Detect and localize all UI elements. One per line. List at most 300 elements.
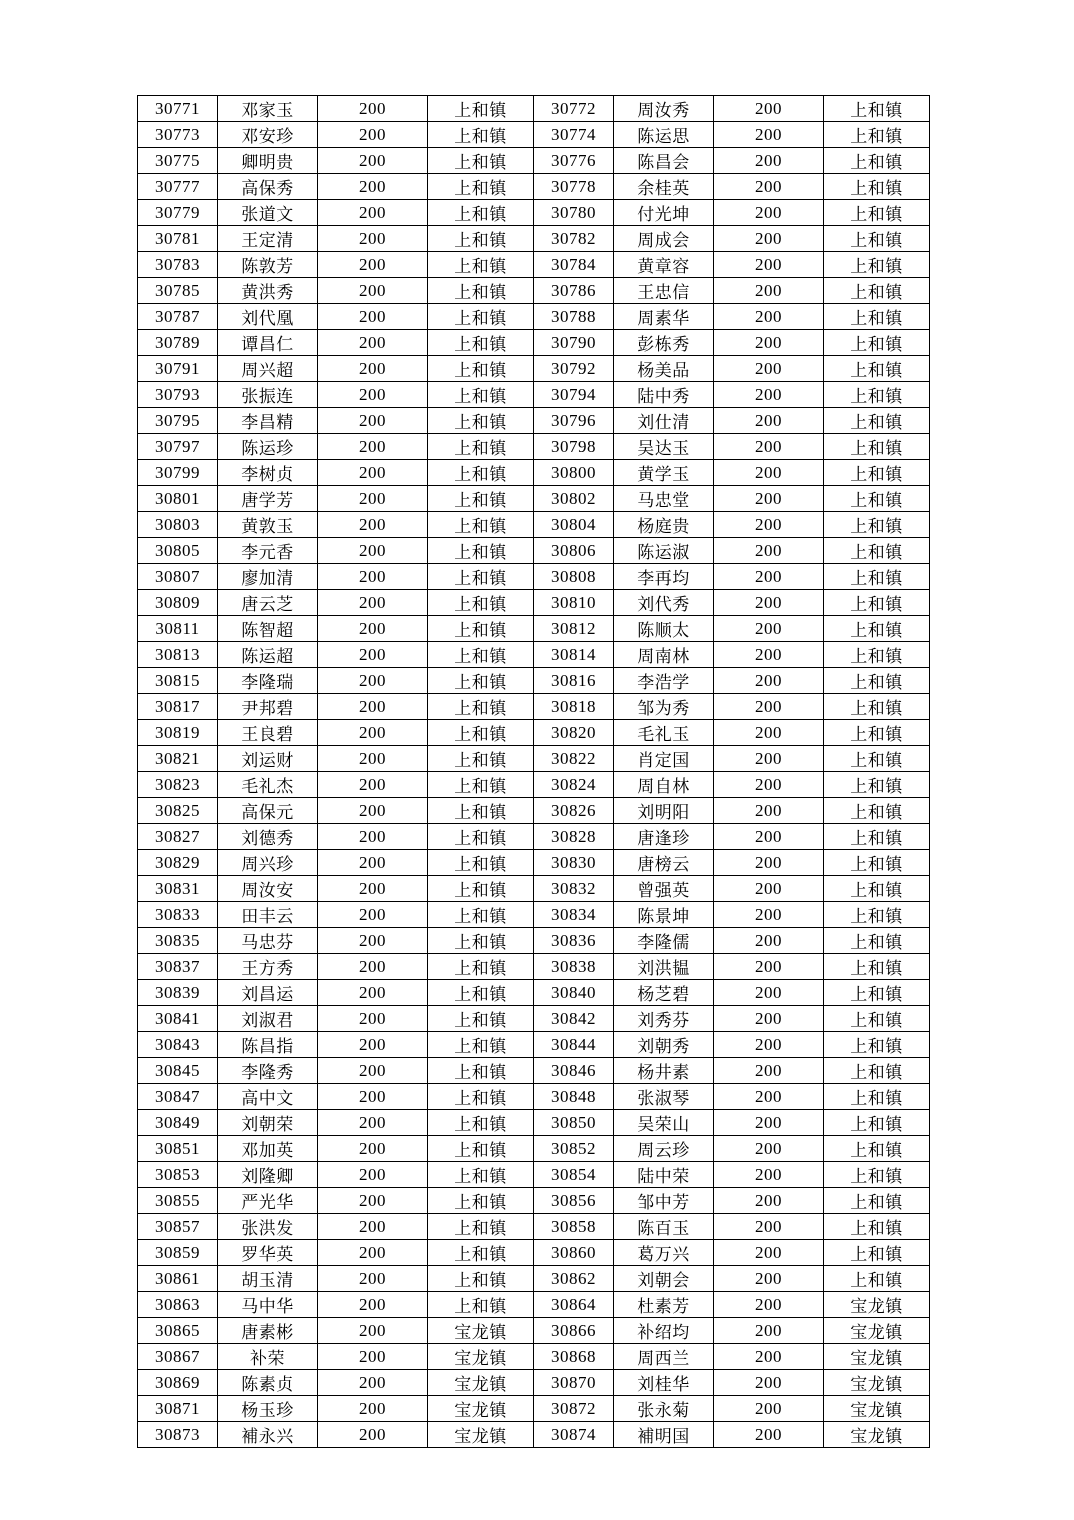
cell-id: 30835 (138, 928, 218, 954)
cell-town: 宝龙镇 (824, 1292, 930, 1318)
cell-name: 吴荣山 (614, 1110, 714, 1136)
table-row (138, 330, 930, 356)
cell-amount: 200 (318, 434, 428, 460)
cell-name: 刘桂华 (614, 1370, 714, 1396)
table-row (138, 96, 930, 122)
table-row (138, 980, 930, 1006)
cell-id: 30771 (138, 96, 218, 122)
cell-name: 田丰云 (218, 902, 318, 928)
cell-amount: 200 (318, 1370, 428, 1396)
beneficiary-table-container (137, 95, 930, 1448)
cell-id: 30863 (138, 1292, 218, 1318)
cell-id: 30823 (138, 772, 218, 798)
cell-name: 李树贞 (218, 460, 318, 486)
cell-name: 陈昌指 (218, 1032, 318, 1058)
table-row (138, 1370, 930, 1396)
table-row (138, 434, 930, 460)
cell-amount: 200 (318, 1396, 428, 1422)
table-row (138, 382, 930, 408)
cell-town: 上和镇 (428, 330, 534, 356)
cell-town: 宝龙镇 (428, 1396, 534, 1422)
cell-id: 30783 (138, 252, 218, 278)
cell-id: 30843 (138, 1032, 218, 1058)
table-row (138, 1214, 930, 1240)
cell-id: 30829 (138, 850, 218, 876)
cell-town: 上和镇 (824, 980, 930, 1006)
cell-id: 30791 (138, 356, 218, 382)
cell-town: 上和镇 (824, 1214, 930, 1240)
cell-id: 30837 (138, 954, 218, 980)
cell-amount: 200 (318, 1058, 428, 1084)
cell-name: 罗华英 (218, 1240, 318, 1266)
cell-name: 陈昌会 (614, 148, 714, 174)
cell-name: 刘洪韫 (614, 954, 714, 980)
cell-amount: 200 (318, 642, 428, 668)
cell-name: 杨芝碧 (614, 980, 714, 1006)
cell-id: 30853 (138, 1162, 218, 1188)
cell-id: 30819 (138, 720, 218, 746)
cell-town: 上和镇 (824, 928, 930, 954)
cell-town: 上和镇 (428, 772, 534, 798)
cell-name: 胡玉清 (218, 1266, 318, 1292)
cell-name: 周汝秀 (614, 96, 714, 122)
cell-id: 30781 (138, 226, 218, 252)
table-row (138, 1136, 930, 1162)
cell-town: 上和镇 (824, 902, 930, 928)
cell-name: 黄敦玉 (218, 512, 318, 538)
cell-id: 30799 (138, 460, 218, 486)
cell-id: 30800 (534, 460, 614, 486)
table-row (138, 1188, 930, 1214)
cell-id: 30848 (534, 1084, 614, 1110)
cell-amount: 200 (714, 226, 824, 252)
cell-name: 陆中秀 (614, 382, 714, 408)
cell-id: 30778 (534, 174, 614, 200)
cell-name: 李浩学 (614, 668, 714, 694)
table-row (138, 122, 930, 148)
cell-id: 30785 (138, 278, 218, 304)
cell-town: 上和镇 (428, 668, 534, 694)
cell-name: 张振连 (218, 382, 318, 408)
table-row (138, 1422, 930, 1448)
cell-id: 30780 (534, 200, 614, 226)
cell-town: 上和镇 (824, 330, 930, 356)
cell-id: 30790 (534, 330, 614, 356)
cell-id: 30787 (138, 304, 218, 330)
cell-town: 上和镇 (824, 148, 930, 174)
cell-id: 30839 (138, 980, 218, 1006)
cell-id: 30775 (138, 148, 218, 174)
cell-name: 高保秀 (218, 174, 318, 200)
cell-amount: 200 (714, 122, 824, 148)
cell-amount: 200 (318, 1292, 428, 1318)
cell-id: 30817 (138, 694, 218, 720)
cell-town: 上和镇 (824, 408, 930, 434)
cell-amount: 200 (714, 954, 824, 980)
cell-id: 30807 (138, 564, 218, 590)
cell-town: 上和镇 (428, 278, 534, 304)
cell-amount: 200 (714, 382, 824, 408)
cell-amount: 200 (318, 96, 428, 122)
cell-name: 张洪发 (218, 1214, 318, 1240)
cell-amount: 200 (318, 850, 428, 876)
cell-amount: 200 (714, 772, 824, 798)
cell-amount: 200 (318, 668, 428, 694)
cell-town: 宝龙镇 (428, 1422, 534, 1448)
cell-id: 30827 (138, 824, 218, 850)
cell-amount: 200 (318, 616, 428, 642)
cell-name: 周自林 (614, 772, 714, 798)
table-row (138, 902, 930, 928)
cell-id: 30809 (138, 590, 218, 616)
cell-town: 上和镇 (824, 382, 930, 408)
cell-town: 上和镇 (428, 408, 534, 434)
cell-name: 严光华 (218, 1188, 318, 1214)
table-row (138, 1162, 930, 1188)
cell-amount: 200 (318, 1162, 428, 1188)
cell-town: 上和镇 (428, 434, 534, 460)
cell-town: 上和镇 (824, 460, 930, 486)
cell-id: 30846 (534, 1058, 614, 1084)
cell-id: 30872 (534, 1396, 614, 1422)
cell-town: 上和镇 (428, 1110, 534, 1136)
cell-amount: 200 (318, 1084, 428, 1110)
cell-town: 上和镇 (824, 850, 930, 876)
cell-name: 邹中芳 (614, 1188, 714, 1214)
cell-town: 上和镇 (824, 590, 930, 616)
cell-amount: 200 (318, 772, 428, 798)
cell-town: 上和镇 (824, 174, 930, 200)
table-row (138, 538, 930, 564)
cell-name: 王方秀 (218, 954, 318, 980)
cell-town: 上和镇 (824, 798, 930, 824)
cell-name: 杨庭贵 (614, 512, 714, 538)
table-row (138, 798, 930, 824)
cell-name: 付光坤 (614, 200, 714, 226)
table-row (138, 720, 930, 746)
cell-id: 30854 (534, 1162, 614, 1188)
cell-town: 宝龙镇 (824, 1370, 930, 1396)
cell-amount: 200 (714, 1240, 824, 1266)
cell-amount: 200 (714, 1318, 824, 1344)
cell-id: 30825 (138, 798, 218, 824)
cell-id: 30811 (138, 616, 218, 642)
cell-name: 李再均 (614, 564, 714, 590)
cell-name: 高保元 (218, 798, 318, 824)
table-row (138, 954, 930, 980)
cell-name: 杨美品 (614, 356, 714, 382)
cell-id: 30831 (138, 876, 218, 902)
table-row (138, 694, 930, 720)
cell-town: 上和镇 (428, 538, 534, 564)
table-row (138, 1396, 930, 1422)
cell-town: 宝龙镇 (824, 1422, 930, 1448)
table-row (138, 668, 930, 694)
table-row (138, 1292, 930, 1318)
cell-id: 30803 (138, 512, 218, 538)
cell-town: 上和镇 (428, 148, 534, 174)
cell-amount: 200 (318, 486, 428, 512)
cell-amount: 200 (318, 408, 428, 434)
cell-town: 上和镇 (428, 1162, 534, 1188)
cell-name: 卿明贵 (218, 148, 318, 174)
cell-name: 葛万兴 (614, 1240, 714, 1266)
cell-id: 30782 (534, 226, 614, 252)
cell-name: 毛礼杰 (218, 772, 318, 798)
cell-amount: 200 (318, 1006, 428, 1032)
cell-amount: 200 (318, 382, 428, 408)
table-row (138, 1006, 930, 1032)
cell-amount: 200 (318, 694, 428, 720)
cell-town: 上和镇 (428, 1058, 534, 1084)
cell-town: 上和镇 (824, 304, 930, 330)
cell-name: 補永兴 (218, 1422, 318, 1448)
cell-amount: 200 (318, 330, 428, 356)
table-row (138, 278, 930, 304)
cell-name: 李隆瑞 (218, 668, 318, 694)
cell-name: 唐学芳 (218, 486, 318, 512)
cell-name: 周成会 (614, 226, 714, 252)
cell-name: 刘明阳 (614, 798, 714, 824)
cell-town: 上和镇 (428, 746, 534, 772)
cell-town: 上和镇 (824, 694, 930, 720)
table-row (138, 486, 930, 512)
cell-town: 上和镇 (428, 694, 534, 720)
cell-town: 上和镇 (428, 304, 534, 330)
cell-id: 30856 (534, 1188, 614, 1214)
cell-town: 上和镇 (824, 538, 930, 564)
cell-name: 刘朝荣 (218, 1110, 318, 1136)
cell-town: 宝龙镇 (428, 1344, 534, 1370)
table-row (138, 850, 930, 876)
cell-id: 30804 (534, 512, 614, 538)
cell-amount: 200 (318, 1266, 428, 1292)
cell-amount: 200 (714, 564, 824, 590)
cell-name: 陈百玉 (614, 1214, 714, 1240)
cell-town: 宝龙镇 (428, 1370, 534, 1396)
cell-amount: 200 (318, 1032, 428, 1058)
cell-id: 30777 (138, 174, 218, 200)
cell-amount: 200 (318, 226, 428, 252)
cell-amount: 200 (714, 798, 824, 824)
cell-name: 陈运超 (218, 642, 318, 668)
cell-id: 30810 (534, 590, 614, 616)
cell-amount: 200 (714, 174, 824, 200)
cell-amount: 200 (714, 928, 824, 954)
cell-id: 30836 (534, 928, 614, 954)
cell-name: 陈顺太 (614, 616, 714, 642)
cell-amount: 200 (714, 876, 824, 902)
cell-town: 上和镇 (824, 954, 930, 980)
table-row (138, 876, 930, 902)
cell-id: 30866 (534, 1318, 614, 1344)
cell-id: 30834 (534, 902, 614, 928)
cell-amount: 200 (714, 278, 824, 304)
cell-amount: 200 (714, 1032, 824, 1058)
cell-id: 30851 (138, 1136, 218, 1162)
cell-town: 上和镇 (428, 642, 534, 668)
cell-amount: 200 (714, 720, 824, 746)
cell-id: 30795 (138, 408, 218, 434)
cell-amount: 200 (714, 1292, 824, 1318)
table-row (138, 356, 930, 382)
cell-amount: 200 (714, 824, 824, 850)
cell-name: 补荣 (218, 1344, 318, 1370)
cell-id: 30858 (534, 1214, 614, 1240)
cell-town: 上和镇 (824, 1110, 930, 1136)
table-row (138, 408, 930, 434)
cell-town: 上和镇 (824, 876, 930, 902)
cell-name: 刘隆卿 (218, 1162, 318, 1188)
cell-amount: 200 (714, 200, 824, 226)
cell-amount: 200 (714, 512, 824, 538)
cell-town: 上和镇 (428, 590, 534, 616)
cell-town: 上和镇 (428, 1240, 534, 1266)
cell-amount: 200 (318, 1318, 428, 1344)
cell-id: 30862 (534, 1266, 614, 1292)
cell-amount: 200 (714, 642, 824, 668)
cell-amount: 200 (318, 512, 428, 538)
cell-amount: 200 (714, 616, 824, 642)
cell-id: 30850 (534, 1110, 614, 1136)
cell-amount: 200 (714, 408, 824, 434)
cell-name: 马中华 (218, 1292, 318, 1318)
cell-town: 上和镇 (824, 356, 930, 382)
cell-name: 李隆秀 (218, 1058, 318, 1084)
cell-town: 上和镇 (428, 1292, 534, 1318)
table-row (138, 1110, 930, 1136)
cell-name: 刘秀芬 (614, 1006, 714, 1032)
cell-name: 马忠芬 (218, 928, 318, 954)
cell-id: 30842 (534, 1006, 614, 1032)
cell-name: 黄学玉 (614, 460, 714, 486)
cell-id: 30824 (534, 772, 614, 798)
cell-town: 上和镇 (824, 200, 930, 226)
cell-name: 唐云芝 (218, 590, 318, 616)
cell-amount: 200 (714, 1266, 824, 1292)
cell-name: 唐逢珍 (614, 824, 714, 850)
cell-amount: 200 (714, 356, 824, 382)
cell-id: 30818 (534, 694, 614, 720)
cell-name: 杜素芳 (614, 1292, 714, 1318)
table-row (138, 1058, 930, 1084)
cell-name: 曾强英 (614, 876, 714, 902)
cell-town: 上和镇 (824, 616, 930, 642)
cell-name: 马忠堂 (614, 486, 714, 512)
cell-amount: 200 (318, 278, 428, 304)
cell-name: 肖定国 (614, 746, 714, 772)
cell-amount: 200 (714, 850, 824, 876)
cell-amount: 200 (318, 564, 428, 590)
cell-id: 30784 (534, 252, 614, 278)
cell-id: 30789 (138, 330, 218, 356)
cell-id: 30813 (138, 642, 218, 668)
cell-amount: 200 (714, 1058, 824, 1084)
cell-id: 30786 (534, 278, 614, 304)
cell-town: 上和镇 (428, 226, 534, 252)
cell-town: 上和镇 (824, 1188, 930, 1214)
cell-amount: 200 (714, 486, 824, 512)
cell-town: 上和镇 (428, 1032, 534, 1058)
cell-town: 上和镇 (428, 1006, 534, 1032)
cell-amount: 200 (714, 252, 824, 278)
cell-town: 上和镇 (428, 928, 534, 954)
cell-id: 30847 (138, 1084, 218, 1110)
cell-town: 上和镇 (824, 746, 930, 772)
cell-amount: 200 (714, 96, 824, 122)
cell-town: 上和镇 (428, 1084, 534, 1110)
cell-name: 唐素彬 (218, 1318, 318, 1344)
cell-name: 杨玉珍 (218, 1396, 318, 1422)
cell-town: 上和镇 (428, 252, 534, 278)
cell-amount: 200 (714, 460, 824, 486)
cell-name: 刘代凰 (218, 304, 318, 330)
cell-name: 刘德秀 (218, 824, 318, 850)
cell-amount: 200 (714, 590, 824, 616)
cell-amount: 200 (714, 746, 824, 772)
table-row (138, 746, 930, 772)
cell-id: 30801 (138, 486, 218, 512)
cell-town: 上和镇 (428, 798, 534, 824)
cell-name: 陆中荣 (614, 1162, 714, 1188)
cell-name: 邓加英 (218, 1136, 318, 1162)
cell-name: 刘朝秀 (614, 1032, 714, 1058)
cell-town: 宝龙镇 (824, 1318, 930, 1344)
cell-id: 30820 (534, 720, 614, 746)
cell-amount: 200 (714, 694, 824, 720)
cell-id: 30774 (534, 122, 614, 148)
cell-town: 上和镇 (428, 96, 534, 122)
cell-id: 30788 (534, 304, 614, 330)
cell-name: 尹邦碧 (218, 694, 318, 720)
cell-id: 30867 (138, 1344, 218, 1370)
cell-name: 周汝安 (218, 876, 318, 902)
cell-amount: 200 (714, 538, 824, 564)
cell-amount: 200 (318, 460, 428, 486)
cell-town: 上和镇 (824, 486, 930, 512)
cell-town: 上和镇 (824, 1006, 930, 1032)
cell-name: 邓安珍 (218, 122, 318, 148)
table-row (138, 824, 930, 850)
cell-id: 30861 (138, 1266, 218, 1292)
cell-town: 上和镇 (824, 564, 930, 590)
cell-town: 上和镇 (824, 1084, 930, 1110)
cell-name: 周云珍 (614, 1136, 714, 1162)
cell-town: 上和镇 (428, 382, 534, 408)
cell-amount: 200 (714, 902, 824, 928)
cell-id: 30793 (138, 382, 218, 408)
cell-amount: 200 (318, 1136, 428, 1162)
cell-amount: 200 (318, 1422, 428, 1448)
cell-town: 上和镇 (824, 512, 930, 538)
cell-id: 30798 (534, 434, 614, 460)
table-row (138, 772, 930, 798)
cell-id: 30830 (534, 850, 614, 876)
cell-id: 30833 (138, 902, 218, 928)
cell-name: 唐榜云 (614, 850, 714, 876)
cell-id: 30868 (534, 1344, 614, 1370)
cell-town: 上和镇 (428, 954, 534, 980)
cell-name: 黄章容 (614, 252, 714, 278)
cell-town: 上和镇 (428, 1136, 534, 1162)
cell-town: 上和镇 (428, 174, 534, 200)
cell-town: 上和镇 (428, 1214, 534, 1240)
cell-town: 宝龙镇 (428, 1318, 534, 1344)
cell-amount: 200 (318, 824, 428, 850)
table-row (138, 174, 930, 200)
cell-amount: 200 (318, 1240, 428, 1266)
cell-amount: 200 (714, 1162, 824, 1188)
